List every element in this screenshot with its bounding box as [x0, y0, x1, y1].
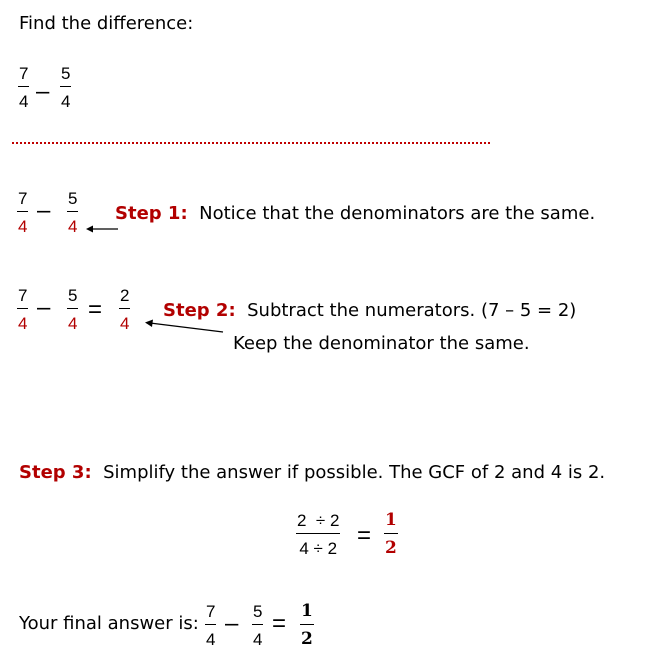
numerator: 1: [301, 601, 313, 621]
step2-result-fraction: [119, 287, 130, 332]
minus-sign: –: [37, 197, 51, 224]
step1-text: Notice that the denominators are the same.: [199, 203, 596, 224]
denominator: 4: [68, 217, 78, 237]
step2-line: [163, 302, 576, 320]
step2-text2: Keep the denominator the same.: [233, 333, 530, 354]
denominator: 4: [253, 630, 263, 649]
numerator: 5: [61, 64, 71, 83]
denominator: 4: [206, 630, 216, 649]
fraction-bar: [67, 211, 78, 212]
minus-sign: –: [37, 294, 51, 321]
denominator: 4: [18, 217, 28, 237]
denominator: 2: [385, 538, 397, 559]
numerator: 7: [18, 189, 28, 208]
numerator: 7: [206, 602, 216, 621]
numerator: 1: [385, 510, 397, 530]
fraction-bar: [296, 533, 340, 534]
step2-text1: Subtract the numerators. (7 – 5 = 2): [247, 300, 577, 321]
numerator: 5: [253, 602, 263, 621]
step2-label: Step 2:: [163, 300, 236, 321]
equals-sign: =: [88, 296, 103, 323]
numerator: 2 ÷ 2: [297, 511, 340, 530]
step1-label: Step 1:: [115, 203, 188, 224]
dotted-divider: [12, 142, 490, 144]
final-answer-text: Your final answer is:: [19, 613, 199, 634]
minus-sign: –: [36, 78, 50, 105]
denominator: 4: [19, 92, 29, 112]
step1-fraction-b: [67, 190, 78, 235]
prompt-text: Find the difference:: [19, 13, 194, 34]
step3-text: Simplify the answer if possible. The GCF of 2 and 4 is 2.: [103, 462, 606, 483]
minus-sign: –: [225, 610, 239, 637]
final-fraction-a: [205, 603, 216, 648]
denominator: 4: [68, 314, 78, 334]
step1-fraction-a: [17, 190, 28, 235]
denominator: 2: [301, 629, 313, 649]
step3-result-fraction: [384, 512, 398, 557]
step2-fraction-b: [67, 287, 78, 332]
fraction-bar: [17, 211, 28, 212]
fraction-bar: [18, 86, 29, 87]
fraction-bar: [67, 308, 78, 309]
final-fraction-b: [252, 603, 263, 648]
denominator: 4: [18, 314, 28, 334]
numerator: 7: [19, 64, 29, 83]
step1-line: [115, 205, 595, 223]
denominator: 4: [120, 314, 130, 334]
arrow-left-icon: [84, 222, 120, 236]
equals-sign: =: [272, 610, 287, 637]
denominator: 4 ÷ 2: [299, 539, 338, 559]
fraction-bar: [205, 624, 216, 625]
fraction-bar: [60, 86, 71, 87]
final-result-fraction: [300, 603, 314, 648]
fraction-bar: [384, 533, 398, 534]
numerator: 5: [68, 286, 78, 305]
numerator: 5: [68, 189, 78, 208]
numerator: 7: [18, 286, 28, 305]
problem-fraction-a: [18, 65, 29, 110]
step3-division-fraction: [296, 512, 340, 557]
step2-fraction-a: [17, 287, 28, 332]
problem-fraction-b: [60, 65, 71, 110]
fraction-bar: [300, 624, 314, 625]
equals-sign: =: [357, 522, 372, 549]
fraction-bar: [119, 308, 130, 309]
step3-line: [19, 464, 605, 482]
step3-label: Step 3:: [19, 462, 92, 483]
fraction-bar: [17, 308, 28, 309]
denominator: 4: [61, 92, 71, 112]
fraction-bar: [252, 624, 263, 625]
numerator: 2: [120, 286, 130, 305]
